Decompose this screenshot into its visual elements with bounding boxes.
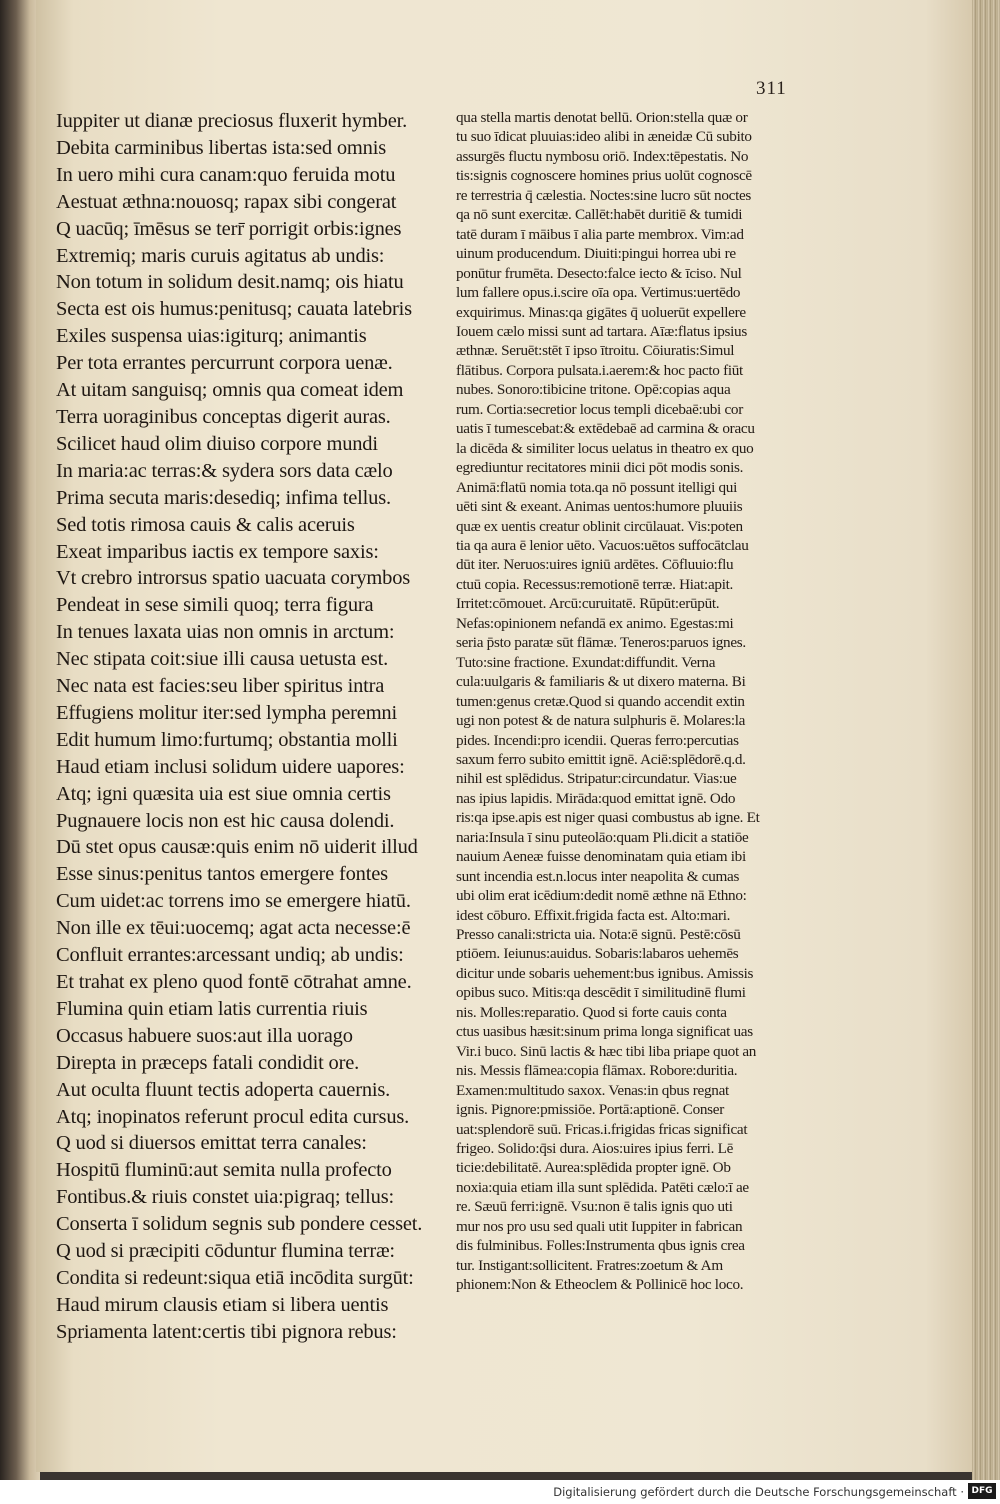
verse-line: Atq; igni quæsita uia est siue omnia certis xyxy=(56,782,391,805)
commentary-line: Irritet:cōmouet. Arcū:curuitatē. Rūpūt:erūpūt. xyxy=(456,595,720,613)
verse-line: Conserta ī solidum segnis sub pondere cesset. xyxy=(56,1213,423,1236)
commentary-line: nauium Aeneæ fuisse denominatam quia etiam ibi xyxy=(456,848,746,866)
commentary-line: pides. Incendi:pro icendii. Queras ferro:percutias xyxy=(456,731,739,749)
commentary-line: Presso canali:stricta uia. Nota:ē signū. Pestē:cōsū xyxy=(456,926,741,944)
verse-line: Edit humum limo:furtumq; obstantia molli xyxy=(56,728,398,751)
commentary-line: egrediuntur recitatores minii dici pōt modis sonis. xyxy=(456,459,744,477)
verse-line: Occasus habuere suos:aut illa uorago xyxy=(56,1024,353,1047)
commentary-line: uatis ī tumescebat:& extēdebaē ad carmina & oracu xyxy=(456,420,755,438)
verse-line: Flumina quin etiam latis currentia riuis xyxy=(56,997,368,1020)
verse-line: Q uacūq; īmēsus se terr̄ porrigit orbis:ignes xyxy=(56,217,402,240)
verse-line: Exiles suspensa uias:igiturq; animantis xyxy=(56,325,367,348)
verse-line: Dū stet opus causæ:quis enim nō uiderit illud xyxy=(56,836,418,859)
commentary-line: ignis. Pignore:pmissiōe. Portā:aptionē. Conser xyxy=(456,1101,724,1119)
commentary-line: tur. Instigant:sollicitent. Fratres:zoetum & Am xyxy=(456,1256,723,1274)
commentary-line: la dicēda & similiter locus uelatus in theatro ex quo xyxy=(456,439,754,457)
verse-line: Q uod si diuersos emittat terra canales: xyxy=(56,1132,367,1155)
commentary-line: lum fallere opus.i.scire oīa opa. Vertimus:uertēdo xyxy=(456,284,741,302)
commentary-line: tatē duram ī māibus ī alia parte membrox. Vim:ad xyxy=(456,225,744,243)
commentary-line: phionem:Non & Etheoclem & Pollinicē hoc loco. xyxy=(456,1276,744,1294)
commentary-line: frigeo. Solido:q̄si dura. Aios:uires ipius ferri. Lē xyxy=(456,1140,734,1158)
verse-line: Scilicet haud olim diuiso corpore mundi xyxy=(56,432,378,455)
verse-line: Esse sinus:penitus tantos emergere fontes xyxy=(56,863,388,886)
commentary-line: idest cōburo. Effixit.frigida facta est. Alto:mari. xyxy=(456,906,731,924)
commentary-line: ptiōem. Ieiunus:auidus. Sobaris:labaros uehemēs xyxy=(456,945,739,963)
verse-line: Per tota errantes percurrunt corpora uenæ. xyxy=(56,352,393,375)
commentary-line: uat:splendorē suū. Fricas.i.frigidas fricas significat xyxy=(456,1120,748,1138)
verse-line: Pendeat in sese simili quoq; terra figura xyxy=(56,594,374,617)
commentary-line: nis. Messis flāmea:copia flāmax. Robore:duritia. xyxy=(456,1062,738,1080)
verse-line: In uero mihi cura canam:quo feruida motu xyxy=(56,163,396,186)
verse-line: Vt crebro introrsus spatio uacuata corymbos xyxy=(56,567,411,590)
dfg-logo: DFG xyxy=(968,1483,996,1499)
verse-line: Iuppiter ut dianæ preciosus fluxerit hymber. xyxy=(56,110,408,132)
verse-line: Aut oculta fluunt tectis adoperta cauernis. xyxy=(56,1078,391,1101)
commentary-line: uēti sint & exeant. Animas uentos:humore pluuiis xyxy=(456,498,743,516)
commentary-line: tumen:genus cretæ.Quod si quando accendit extin xyxy=(456,692,745,710)
verse-column xyxy=(56,108,446,1346)
verse-line: Effugiens molitur iter:sed lympha peremni xyxy=(56,701,397,724)
commentary-line: dūt iter. Neruos:uires igniū ardētes. Cōfluuio:flu xyxy=(456,556,734,574)
commentary-line: Examen:multitudo saxox. Venas:in qbus regnat xyxy=(456,1081,729,1099)
commentary-line: saxum ferro subito emittit ignē. Aciē:splēdorē.q.d. xyxy=(456,750,746,768)
commentary-line: naria:Insula ī sinu puteolāo:quam Pli.dicit a statiōe xyxy=(456,828,749,846)
verse-line: Secta est ois humus:penitusq; cauata latebris xyxy=(56,298,412,321)
verse-line: Hospitū fluminū:aut semita nulla profecto xyxy=(56,1159,392,1182)
commentary-line: ris:qa ipse.apis est niger quasi combustus ab igne. Et xyxy=(456,809,760,827)
commentary-line: seria p̄sto paratæ sūt flāmæ. Teneros:paruos ignes. xyxy=(456,634,746,652)
page-number: 311 xyxy=(756,78,787,99)
verse-line: Non ille ex tēui:uocemq; agat acta necesse:ē xyxy=(56,917,411,940)
verse-line: In maria:ac terras:& sydera sors data cælo xyxy=(56,459,393,482)
commentary-line: Vir.i buco. Sinū lactis & hæc tibi liba priape quot an xyxy=(456,1042,757,1060)
verse-line: Terra uoraginibus conceptas digerit auras. xyxy=(56,405,391,428)
commentary-line: opibus suco. Mitis:qa descēdit ī similitudinē flumi xyxy=(456,984,746,1002)
commentary-line: ponūtur frumēta. Desecto:falce iecto & īciso. Nul xyxy=(456,264,742,282)
commentary-line: ctus uasibus hæsit:sinum prima longa significat uas xyxy=(456,1023,753,1041)
verse-line: Haud etiam inclusi solidum uidere uapores: xyxy=(56,755,405,778)
commentary-line: ubi olim erat icēdium:dedit nomē æthne nā Ethno: xyxy=(456,887,747,905)
page-edges xyxy=(972,0,1000,1480)
commentary-line: noxia:quia etiam illa sunt splēdida. Patēti cælo:ī ae xyxy=(456,1178,749,1196)
verse-line: Aestuat æthna:nouosq; rapax sibi congerat xyxy=(56,190,397,213)
verse-line: Et trahat ex pleno quod fontē cōtrahat amne. xyxy=(56,971,412,993)
verse-line: Direpta in præceps fatali condidit ore. xyxy=(56,1051,360,1074)
commentary-line: qa nō sunt exercitæ. Callēt:habēt duritiē & tumidi xyxy=(456,206,743,224)
verse-line: In tenues laxata uias non omnis in arctum: xyxy=(56,621,395,644)
digitization-footer xyxy=(0,1480,1000,1504)
commentary-line: cula:uulgaris & familiaris & ut dixero materna. Bi xyxy=(456,673,746,691)
commentary-line: assurgēs fluctu nymbosu oriō. Index:tēpestatis. No xyxy=(456,147,749,165)
verse-line: Pugnauere locis non est hic causa dolendi. xyxy=(56,809,395,832)
commentary-line: Nefas:opinionem nefandā ex animo. Egestas:mi xyxy=(456,614,734,632)
left-book-spine xyxy=(0,0,40,1480)
verse-line: Debita carminibus libertas ista:sed omnis xyxy=(56,136,386,159)
commentary-line: Animā:flatū nomia tota.qa nō possunt itelligi qui xyxy=(456,478,737,496)
commentary-line: flātibus. Corpora pulsata.i.aerem:& hoc pacto fiūt xyxy=(456,361,743,379)
verse-line: Exeat imparibus iactis ex tempore saxis: xyxy=(56,540,379,563)
commentary-line: ctuū copia. Recessus:remotionē terræ. Hiat:apit. xyxy=(456,575,734,593)
commentary-line: nubes. Sonoro:tibicine tritone. Opē:copias aqua xyxy=(456,381,731,399)
verse-line: Atq; inopinatos referunt procul edita cursus. xyxy=(56,1105,410,1128)
commentary-line: Iouem cælo missi sunt ad tartara. Aīæ:flatus ipsius xyxy=(456,322,747,340)
commentary-line: tis:signis cognoscere homines prius uolūt cognoscē xyxy=(456,167,752,185)
commentary-line: exquirimus. Minas:qa gigātes q̄ uoluerūt expellere xyxy=(456,303,746,321)
verse-line: Nec nata est facies:seu liber spiritus intra xyxy=(56,675,385,698)
commentary-line: tia qa aura ē lenior uēto. Vacuos:uētos suffocātclau xyxy=(456,536,749,554)
footer-credit: Digitalisierung gefördert durch die Deutsche Forschungsgemeinschaft · xyxy=(553,1485,964,1499)
commentary-line: nis. Molles:reparatio. Quod si forte cauis conta xyxy=(456,1003,727,1021)
commentary-line: æthnæ. Seruēt:stēt ī ipso ītroitu. Cōiuratis:Simul xyxy=(456,342,735,360)
verse-line: Spriamenta latent:certis tibi pignora rebus: xyxy=(56,1320,397,1343)
commentary-line: ticie:debilitatē. Aurea:splēdida propter ignē. Ob xyxy=(456,1159,731,1177)
commentary-line: mur nos pro usu sed quali utit Iuppiter in fabrican xyxy=(456,1217,743,1235)
verse-line: Haud mirum clausis etiam si libera uentis xyxy=(56,1293,389,1316)
verse-line: Nec stipata coit:siue illi causa uetusta est. xyxy=(56,648,388,671)
commentary-line: quæ ex uentis creatur oblinit circūlauat. Vis:poten xyxy=(456,517,743,535)
commentary-line: nas ipius lapidis. Mirāda:quod emittat ignē. Odo xyxy=(456,789,736,807)
commentary-column xyxy=(456,108,822,1295)
verse-line: Cum uidet:ac torrens imo se emergere hiatū. xyxy=(56,890,411,913)
verse-line: Confluit errantes:arcessant undiq; ab undis: xyxy=(56,944,404,967)
commentary-line: re. Sæuū ferri:ignē. Vsu:non ē talis ignis quo uti xyxy=(456,1198,733,1216)
commentary-line: nihil est splēdidus. Stripatur:circundatur. Vias:ue xyxy=(456,770,737,788)
commentary-line: Tuto:sine fractione. Exundat:diffundit. Verna xyxy=(456,653,716,671)
verse-line: At uitam sanguisq; omnis qua comeat idem xyxy=(56,379,404,402)
verse-line: Fontibus.& riuis constet uia:pigraq; tellus: xyxy=(56,1186,394,1209)
commentary-line: sunt incendia est.n.locus inter neapolita & cumas xyxy=(456,867,740,885)
verse-line: Sed totis rimosa cauis & calis aceruis xyxy=(56,513,355,536)
commentary-line: rum. Cortia:secretior locus templi dicebaē:ubi cor xyxy=(456,400,743,418)
commentary-line: qua stella martis denotat bellū. Orion:stella quæ or xyxy=(456,109,748,126)
commentary-line: ugi non potest & de natura sulphuris ē. Molares:la xyxy=(456,712,746,730)
commentary-line: tu suo īdicat pluuias:ideo alibi in æneidæ Cū subito xyxy=(456,128,752,146)
verse-line: Extremiq; maris curuis agitatus ab undis: xyxy=(56,244,385,267)
commentary-line: re terrestria q̄ cælestia. Noctes:sine lucro sūt noctes xyxy=(456,186,752,204)
verse-line: Non totum in solidum desit.namq; ois hiatu xyxy=(56,271,404,294)
commentary-line: uinum producendum. Diuiti:pingui horrea ubi re xyxy=(456,245,736,263)
commentary-line: dicitur unde sobaris uehement:bus ignibus. Amissis xyxy=(456,964,754,982)
verse-line: Q uod si præcipiti cōduntur flumina terræ: xyxy=(56,1240,395,1263)
verse-line: Condita si redeunt:siqua etiā incōdita surgūt: xyxy=(56,1266,414,1289)
commentary-line: dis fulminibus. Folles:Instrumenta qbus ignis crea xyxy=(456,1237,745,1255)
verse-line: Prima secuta maris:desediq; infima tellus. xyxy=(56,486,391,509)
